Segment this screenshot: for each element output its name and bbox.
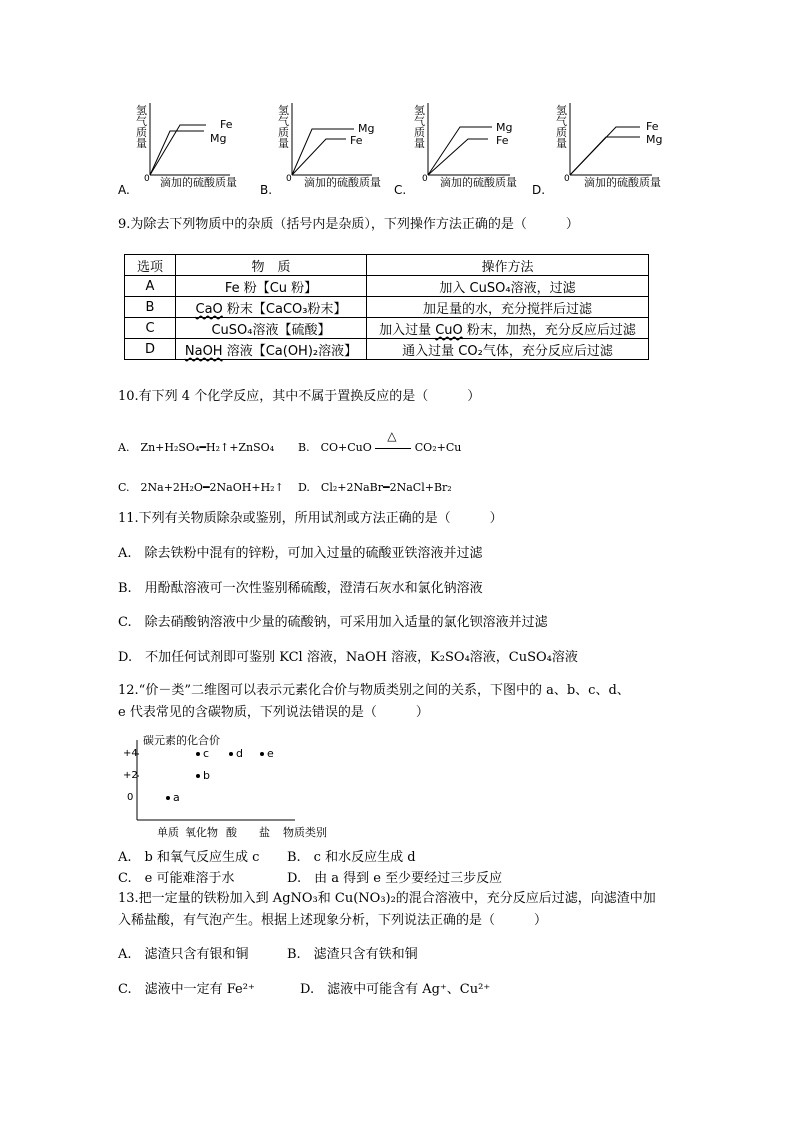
q10-option-c: C. 2Na+2H₂O━2NaOH+H₂↑ — [118, 481, 284, 494]
point-label-c: c — [203, 747, 210, 760]
cell-method: 通入过量 CO₂气体，充分反应后过滤 — [367, 339, 649, 360]
q11-option-d: D. 不加任何试剂即可鉴别 KCl 溶液，NaOH 溶液，K₂SO₄溶液，CuSO₄溶液 — [118, 650, 578, 665]
xtick-oxide: 氧化物 — [185, 826, 218, 839]
header-method: 操作方法 — [367, 255, 649, 276]
table-header-row — [125, 255, 649, 276]
q12-option-a: A. b 和氧气反应生成 c — [118, 850, 260, 865]
q13-stem-1: 13.把一定量的铁粉加入到 AgNO₃和 Cu(NO₃)₂的混合溶液中，充分反应后过滤，向滤渣中加 — [118, 891, 656, 906]
point-label-b: b — [203, 769, 210, 782]
valence-class-chart — [125, 728, 465, 838]
cell-text: 粉末【CaCO₃粉末】 — [222, 301, 347, 317]
graph-a-upper: Fe — [220, 118, 233, 131]
graph-a-ylabel: 氢 气 质 量 — [136, 104, 147, 150]
q12-option-c: C. e 可能难溶于水 — [118, 871, 235, 886]
q13-option-a: A. 滤渣只含有银和铜 — [118, 947, 249, 962]
graph-c — [400, 95, 540, 195]
graph-b — [262, 95, 402, 195]
q13-option-b: B. 滤渣只含有铁和铜 — [287, 947, 418, 962]
header-option: 选项 — [125, 255, 176, 276]
wavy-text: CuO — [435, 322, 463, 338]
graph-c-origin: 0 — [422, 174, 428, 184]
cell-option: A — [125, 276, 176, 297]
q11-option-c: C. 除去硝酸钠溶液中少量的硫酸钠，可采用加入适量的氯化钡溶液并过滤 — [118, 615, 548, 630]
cell-option: C — [125, 318, 176, 339]
q13-stem-2: 入稀盐酸，有气泡产生。根据上述现象分析，下列说法正确的是（ ） — [118, 913, 548, 928]
graph-c-xlabel: 滴加的硫酸质量 — [440, 176, 517, 189]
graph-c-option: C. — [394, 183, 407, 197]
graph-a-xlabel: 滴加的硫酸质量 — [160, 176, 237, 189]
graph-a-origin: 0 — [144, 174, 150, 184]
q9-stem: 9.为除去下列物质中的杂质（括号内是杂质），下列操作方法正确的是（ ） — [118, 217, 579, 232]
graph-d-upper: Fe — [646, 120, 659, 133]
graph-d-origin: 0 — [564, 174, 570, 184]
heat-symbol: △ — [387, 429, 397, 443]
graph-a — [118, 95, 258, 195]
table-row — [125, 318, 649, 339]
cell-option: B — [125, 297, 176, 318]
xaxis-label: 物质类别 — [283, 826, 327, 839]
ytick-zero: 0 — [127, 792, 134, 803]
table-row — [125, 276, 649, 297]
xtick-salt: 盐 — [259, 826, 270, 839]
q12-option-d: D. 由 a 得到 e 至少要经过三步反应 — [287, 871, 503, 886]
q11-stem: 11.下列有关物质除杂或鉴别，所用试剂或方法正确的是（ ） — [118, 511, 503, 526]
cell-method — [367, 318, 649, 339]
graph-d-xlabel: 滴加的硫酸质量 — [584, 176, 661, 189]
table-row — [125, 339, 649, 360]
q10-b-reactants: B. CO+CuO — [298, 441, 372, 454]
ytick-plus2: +2 — [123, 770, 138, 781]
graph-d-option: D. — [532, 183, 546, 197]
ytick-plus4: +4 — [123, 748, 138, 759]
graph-b-lower: Fe — [350, 134, 363, 147]
wavy-text: CaO — [195, 301, 223, 317]
cell-text: 加入过量 — [379, 322, 436, 338]
graph-d-lower: Mg — [646, 133, 663, 146]
graph-c-upper: Mg — [496, 121, 513, 134]
q12-option-b: B. c 和水反应生成 d — [287, 850, 416, 865]
cell-substance — [176, 339, 367, 360]
cell-substance — [176, 297, 367, 318]
q10-option-b — [298, 429, 462, 456]
q12-stem-2: e 代表常见的含碳物质，下列说法错误的是（ ） — [118, 705, 429, 720]
graph-b-origin: 0 — [286, 174, 292, 184]
point-label-a: a — [173, 791, 180, 804]
cell-text: 溶液【Ca(OH)₂溶液】 — [222, 343, 358, 359]
cell-method: 加入 CuSO₄溶液，过滤 — [367, 276, 649, 297]
q10-option-a: A. Zn+H₂SO₄━H₂↑+ZnSO₄ — [118, 441, 275, 454]
q10-option-d: D. Cl₂+2NaBr━2NaCl+Br₂ — [298, 481, 452, 494]
graph-a-lower: Mg — [210, 132, 227, 145]
graph-d-ylabel: 氢 气 质 量 — [556, 104, 567, 150]
cell-substance: CuSO₄溶液【硫酸】 — [176, 318, 367, 339]
graph-d — [540, 95, 680, 195]
table-row — [125, 297, 649, 318]
wavy-text: NaOH — [184, 343, 223, 359]
graph-a-option: A. — [118, 183, 130, 197]
q12-stem-1: 12.“价－类”二维图可以表示元素化合价与物质类别之间的关系，下图中的 a、b、c、d、 — [118, 683, 630, 698]
point-label-e: e — [267, 747, 274, 760]
cell-substance: Fe 粉【Cu 粉】 — [176, 276, 367, 297]
xtick-acid: 酸 — [226, 826, 237, 839]
graph-c-ylabel: 氢 气 质 量 — [414, 104, 425, 150]
q10-stem: 10.有下列 4 个化学反应，其中不属于置换反应的是（ ） — [118, 389, 481, 404]
q11-option-a: A. 除去铁粉中混有的锌粉，可加入过量的硫酸亚铁溶液并过滤 — [118, 546, 483, 561]
header-substance: 物 质 — [176, 255, 367, 276]
graph-c-lower: Fe — [496, 134, 509, 147]
graph-b-upper: Mg — [358, 122, 375, 135]
q13-option-c: C. 滤液中一定有 Fe²⁺ — [118, 982, 255, 997]
graph-b-option: B. — [260, 183, 273, 197]
point-label-d: d — [236, 747, 243, 760]
graph-b-ylabel: 氢 气 质 量 — [278, 104, 289, 150]
q10-b-products: CO₂+Cu — [414, 441, 462, 454]
q10-b-condition — [375, 429, 411, 456]
q9-table — [124, 254, 649, 360]
q13-option-d: D. 滤液中可能含有 Ag⁺、Cu²⁺ — [300, 982, 491, 997]
graph-b-xlabel: 滴加的硫酸质量 — [304, 176, 381, 189]
chart-title: 碳元素的化合价 — [143, 734, 220, 747]
cell-text: 粉末，加热，充分反应后过滤 — [462, 322, 636, 338]
cell-option: D — [125, 339, 176, 360]
equals-line — [375, 448, 411, 449]
xtick-element: 单质 — [157, 826, 179, 839]
cell-method: 加足量的水，充分搅拌后过滤 — [367, 297, 649, 318]
q11-option-b: B. 用酚酞溶液可一次性鉴别稀硫酸，澄清石灰水和氯化钠溶液 — [118, 581, 483, 596]
